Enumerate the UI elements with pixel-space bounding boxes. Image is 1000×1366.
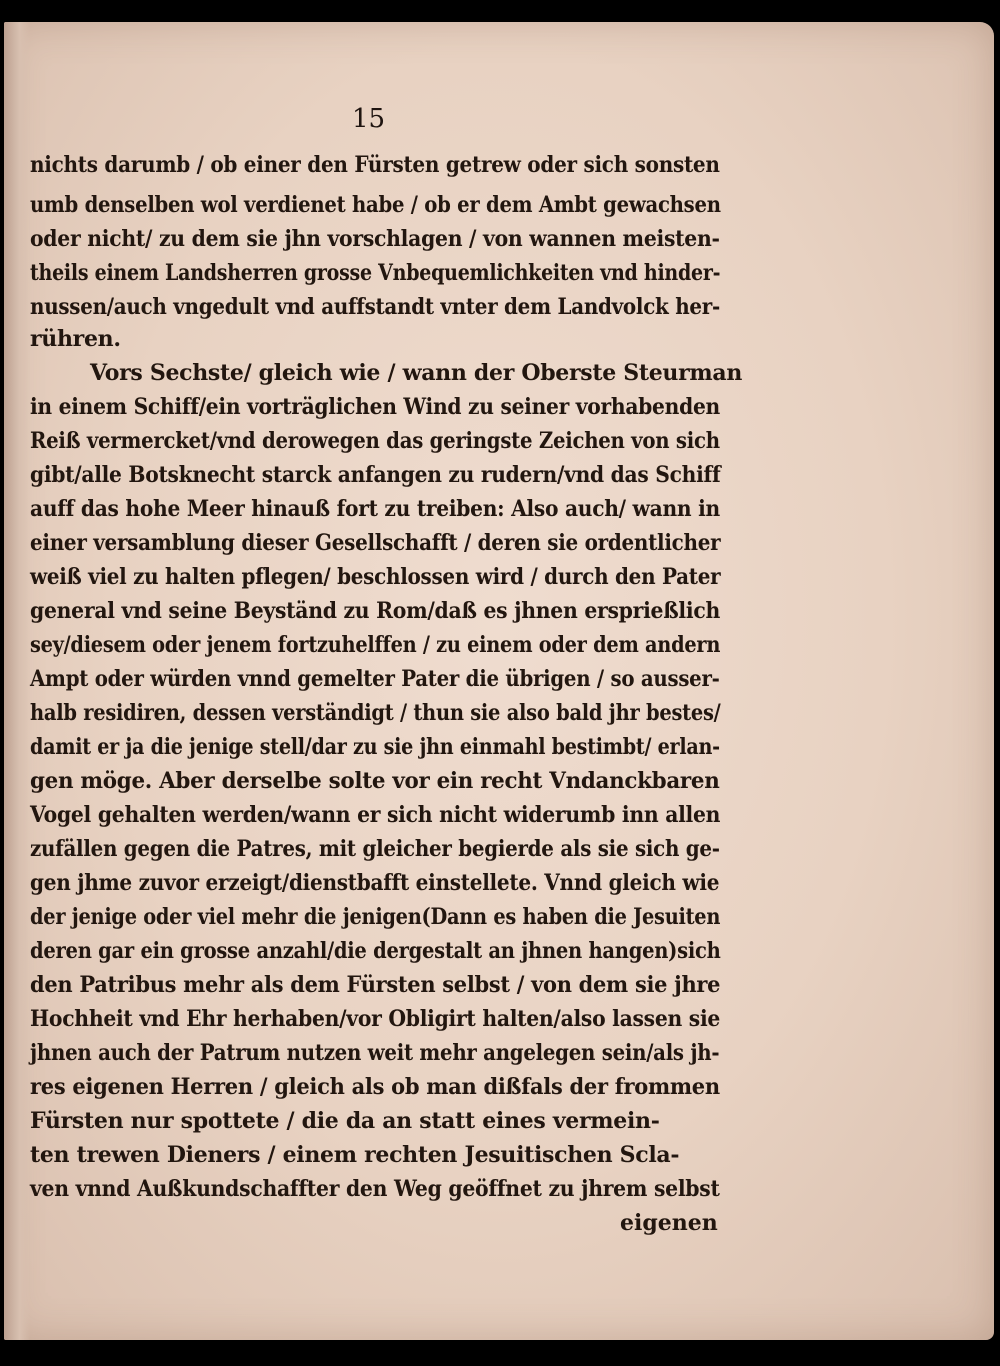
text-line: nichts darumb / ob einer den Fürsten getrew oder sich sonsten xyxy=(30,152,720,178)
text-line: res eigenen Herren / gleich als ob man dißfals der frommen xyxy=(30,1074,720,1100)
text-line: sey/diesem oder jenem fortzuhelffen / zu einem oder dem andern xyxy=(30,632,721,658)
text-line: ten trewen Dieners / einem rechten Jesuitischen Scla- xyxy=(30,1142,680,1168)
page-number: 15 xyxy=(352,104,386,134)
text-line: umb denselben wol verdienet habe / ob er dem Ambt gewachsen xyxy=(30,192,721,218)
text-line: einer versamblung dieser Gesellschafft / deren sie ordentlicher xyxy=(30,530,721,556)
text-line: auff das hohe Meer hinauß fort zu treiben: Also auch/ wann in xyxy=(30,496,720,522)
text-line: oder nicht/ zu dem sie jhn vorschlagen / von wannen meisten- xyxy=(30,226,720,252)
text-line: Ampt oder würden vnnd gemelter Pater die übrigen / so ausser- xyxy=(30,666,720,692)
text-line: rühren. xyxy=(30,326,121,352)
text-line: in einem Schiff/ein vorträglichen Wind zu seiner vorhabenden xyxy=(30,394,720,420)
text-line: nussen/auch vngedult vnd auffstandt vnter dem Landvolck her- xyxy=(30,294,720,320)
text-line: theils einem Landsherren grosse Vnbequemlichkeiten vnd hinder- xyxy=(30,260,721,286)
text-line: den Patribus mehr als dem Fürsten selbst / von dem sie jhre xyxy=(30,972,721,998)
text-line: jhnen auch der Patrum nutzen weit mehr angelegen sein/als jh- xyxy=(30,1040,720,1066)
text-line: halb residiren, dessen verständigt / thun sie also bald jhr bestes/ xyxy=(30,700,721,726)
text-line: der jenige oder viel mehr die jenigen(Dann es haben die Jesuiten xyxy=(30,904,721,930)
text-line: zufällen gegen die Patres, mit gleicher begierde als sie sich ge- xyxy=(30,836,720,862)
text-line: gen möge. Aber derselbe solte vor ein recht Vndanckbaren xyxy=(30,768,720,794)
text-line: weiß viel zu halten pflegen/ beschlossen wird / durch den Pater xyxy=(30,564,721,590)
text-line: damit er ja die jenige stell/dar zu sie jhn einmahl bestimbt/ erlan- xyxy=(30,734,720,760)
text-line: general vnd seine Beyständ zu Rom/daß es jhnen ersprießlich xyxy=(30,598,721,624)
text-line: ven vnnd Außkundschaffter den Weg geöffnet zu jhrem selbst xyxy=(30,1176,720,1202)
text-line: Reiß vermercket/vnd derowegen das geringste Zeichen von sich xyxy=(30,428,720,454)
catchword: eigenen xyxy=(620,1210,718,1236)
text-line: Vogel gehalten werden/wann er sich nicht widerumb inn allen xyxy=(30,802,721,828)
text-line: gen jhme zuvor erzeigt/dienstbafft einstellete. Vnnd gleich wie xyxy=(30,870,720,896)
text-line: gibt/alle Botsknecht starck anfangen zu rudern/vnd das Schiff xyxy=(30,462,721,488)
binding-gutter xyxy=(4,22,30,1340)
text-line: Fürsten nur spottete / die da an statt eines vermein- xyxy=(30,1108,660,1134)
text-line: Hochheit vnd Ehr herhaben/vor Obligirt halten/also lassen sie xyxy=(30,1006,721,1032)
text-line: deren gar ein grosse anzahl/die dergestalt an jhnen hangen)sich xyxy=(30,938,721,964)
text-line: Vors Sechste/ gleich wie / wann der Oberste Steurman xyxy=(90,360,743,386)
